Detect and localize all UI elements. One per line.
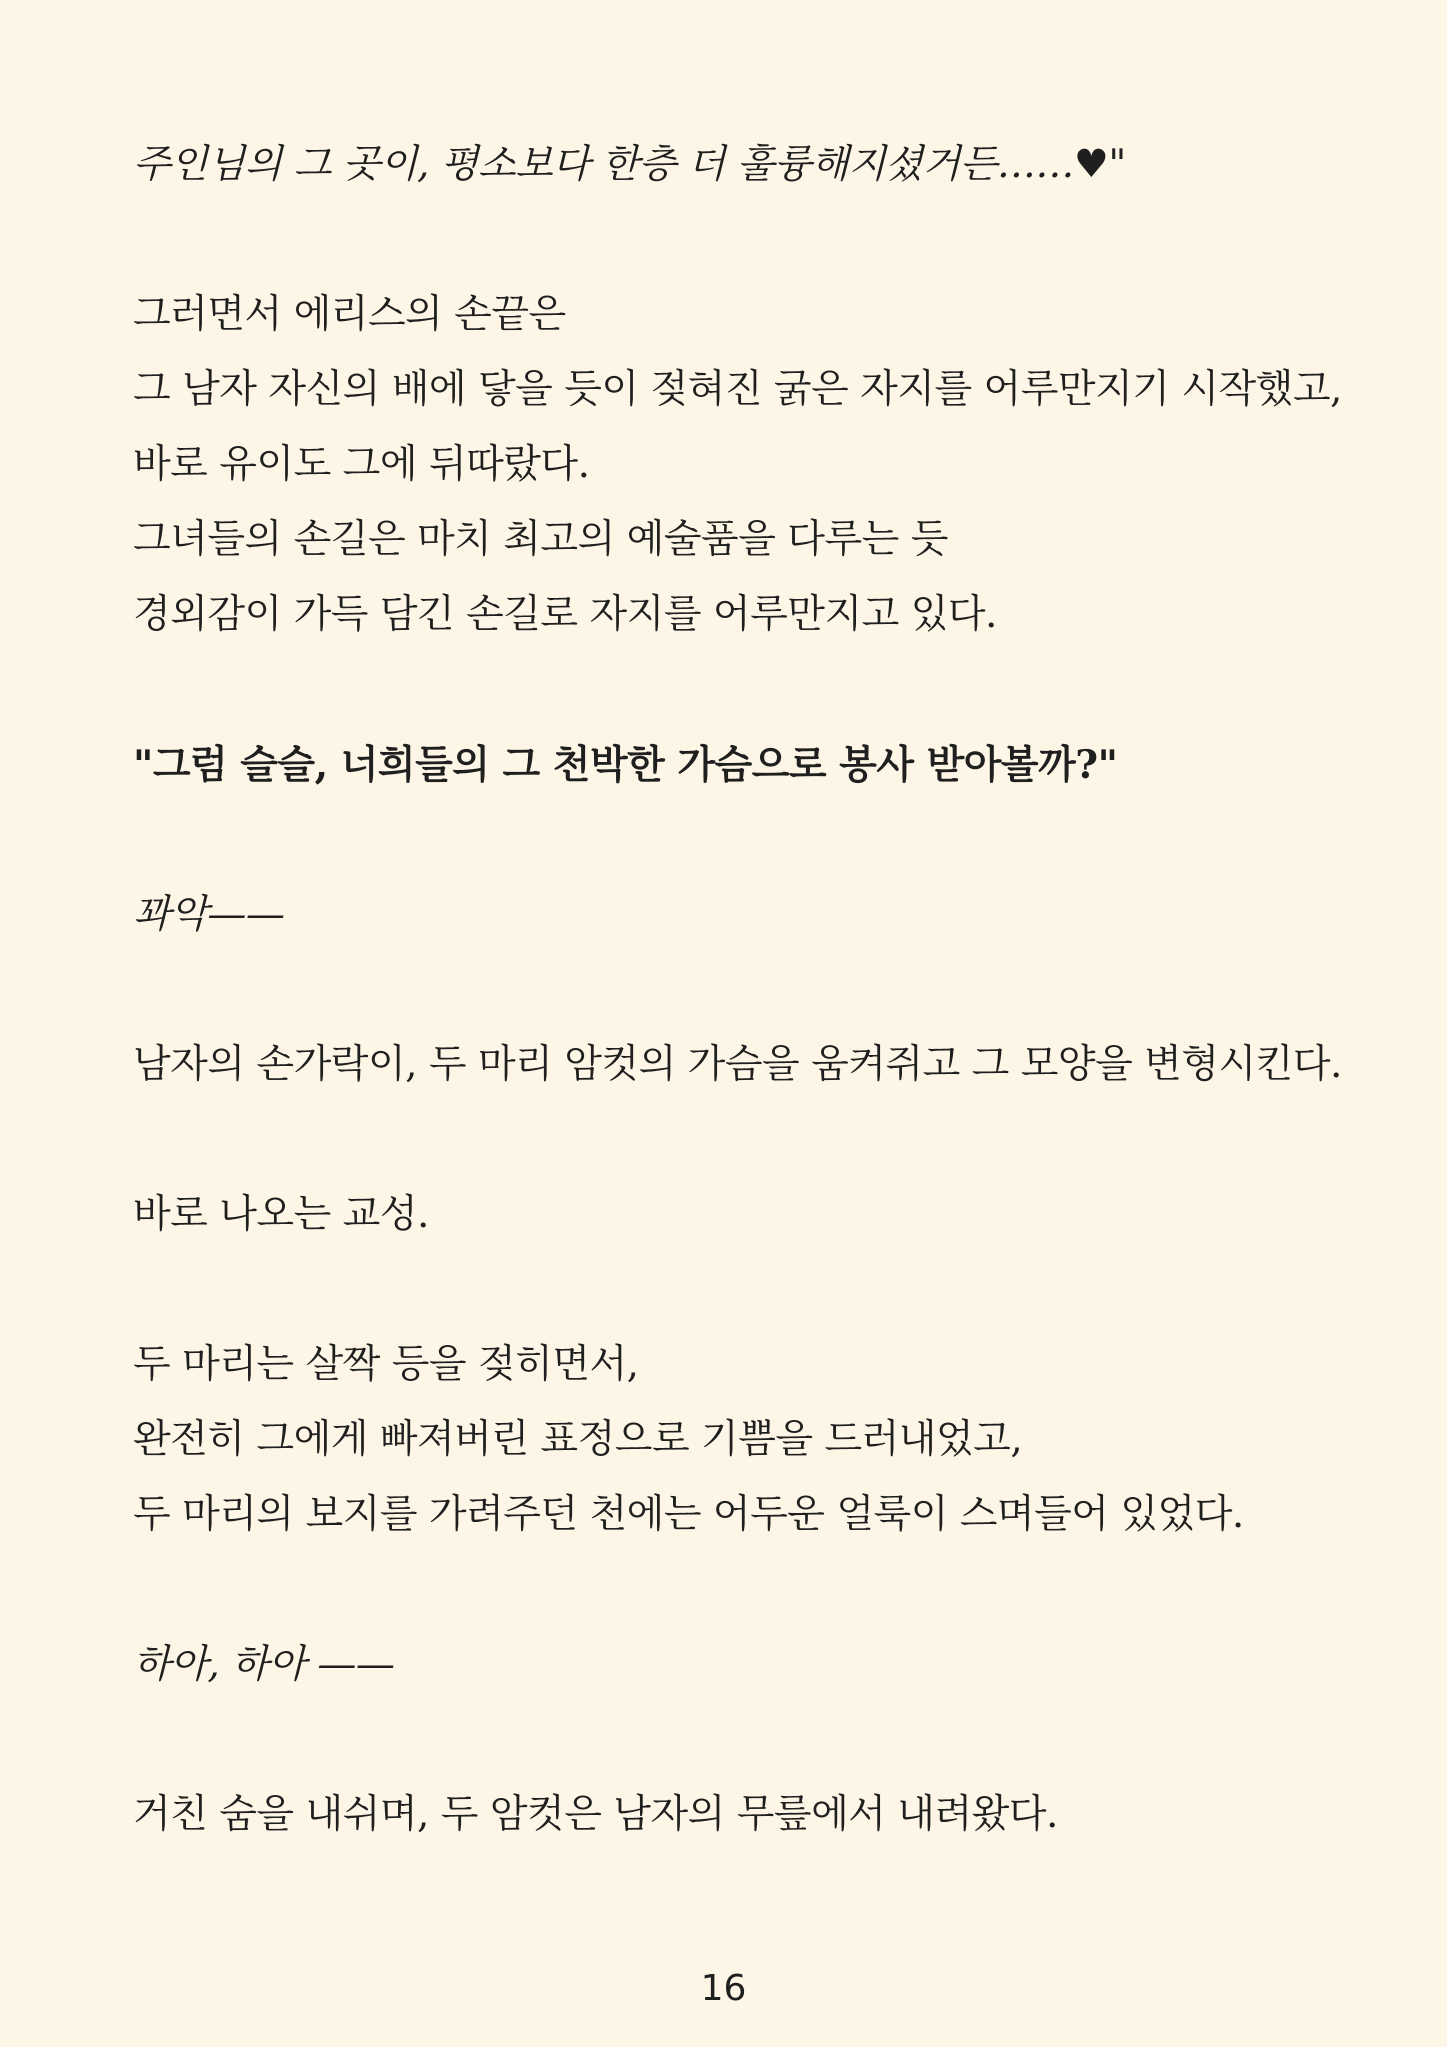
sound-effect-line: 하아, 하아 —— bbox=[133, 1642, 395, 1687]
text-line: 두 마리는 살짝 등을 젖히면서, bbox=[133, 1342, 639, 1387]
text-line: 거친 숨을 내쉬며, 두 암컷은 남자의 무릎에서 내려왔다. bbox=[133, 1792, 1058, 1837]
dialogue-line-italic: 주인님의 그 곳이, 평소보다 한층 더 훌륭해지셨거든……♥" bbox=[133, 142, 1126, 187]
text-line: 경외감이 가득 담긴 손길로 자지를 어루만지고 있다. bbox=[133, 592, 997, 637]
text-line: 완전히 그에게 빠져버린 표정으로 기쁨을 드러내었고, bbox=[133, 1417, 1023, 1462]
page-number: 16 bbox=[700, 1968, 747, 2009]
text-line: 두 마리의 보지를 가려주던 천에는 어두운 얼룩이 스며들어 있었다. bbox=[133, 1492, 1244, 1537]
text-line: 그러면서 에리스의 손끝은 bbox=[133, 292, 566, 337]
text-line: 바로 유이도 그에 뒤따랐다. bbox=[133, 442, 590, 487]
text-line: 바로 나오는 교성. bbox=[133, 1192, 429, 1237]
text-line: 그 남자 자신의 배에 닿을 듯이 젖혀진 굵은 자지를 어루만지기 시작했고, bbox=[133, 367, 1342, 412]
dialogue-line-bold: "그럼 슬슬, 너희들의 그 천박한 가슴으로 봉사 받아볼까?" bbox=[133, 742, 1118, 788]
sound-effect-line: 꽈악—— bbox=[133, 892, 285, 937]
text-line: 남자의 손가락이, 두 마리 암컷의 가슴을 움켜쥐고 그 모양을 변형시킨다. bbox=[133, 1042, 1342, 1087]
text-line: 그녀들의 손길은 마치 최고의 예술품을 다루는 듯 bbox=[133, 517, 948, 562]
